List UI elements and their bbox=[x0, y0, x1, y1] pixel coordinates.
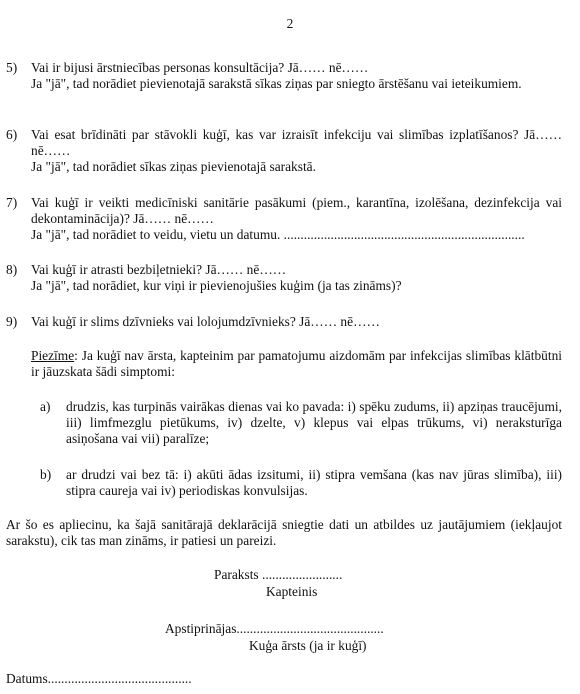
date-dots: ........................................... bbox=[47, 671, 192, 686]
note-text: : Ja kuģī nav ārsta, kapteinim par pamatojumu aizdomām par infekcijas slimības klātbūtni ir jāuzskata šādi simptomi: bbox=[31, 348, 562, 379]
question-number: 5) bbox=[6, 60, 18, 75]
signature-line bbox=[214, 567, 342, 583]
question-text: Vai kuģī ir atrasti bezbiļetnieki? Jā…… nē…… bbox=[31, 262, 287, 277]
question-text: Vai ir bijusi ārstniecības personas konsultācija? Jā…… nē…… bbox=[31, 60, 369, 75]
question-followup: Ja "jā", tad norādiet pievienotajā sarakstā sīkas ziņas par sniegto ārstēšanu vai ieteikumiem. bbox=[31, 76, 522, 91]
symptom-letter: a) bbox=[40, 399, 51, 414]
question-followup: Ja "jā", tad norādiet to veidu, vietu un datumu. ........................................................................ bbox=[31, 227, 525, 242]
note-paragraph bbox=[31, 348, 562, 380]
question-number: 6) bbox=[6, 127, 18, 142]
question-followup: Ja "jā", tad norādiet sīkas ziņas pievienotajā sarakstā. bbox=[31, 159, 316, 174]
approval-dots: s............................................ bbox=[231, 621, 384, 636]
signature-label: Paraksts bbox=[214, 567, 259, 582]
symptom-text: drudzis, kas turpinās vairākas dienas vai ko pavada: i) spēku zudums, ii) apziņas traucējumi, iii) limfmezglu pietūkums, iv) dzelte, v) klepus vai elpas trūkums, vi) neraksturīga asiņošana vai vii) paralīze; bbox=[66, 399, 562, 446]
question-5 bbox=[6, 60, 562, 92]
date-label: Datums bbox=[6, 671, 48, 686]
question-7 bbox=[6, 195, 562, 243]
symptom-item-a bbox=[40, 399, 562, 447]
date-line bbox=[6, 671, 192, 687]
approval-line bbox=[165, 621, 384, 637]
question-6 bbox=[6, 127, 562, 175]
note-label: Piezīme bbox=[31, 348, 75, 363]
symptom-letter: b) bbox=[40, 467, 52, 482]
question-9 bbox=[6, 314, 562, 330]
declaration-paragraph: Ar šo es apliecinu, ka šajā sanitārajā deklarācijā sniegtie dati un atbildes uz jautājumiem (iekļaujot sarakstu), cik tas man zināms, ir patiesi un pareizi. bbox=[6, 517, 562, 548]
question-text: Vai kuģī ir slims dzīvnieks vai lolojumdzīvnieks? Jā…… nē…… bbox=[31, 314, 380, 329]
signature-role: Kapteinis bbox=[266, 584, 318, 599]
approval-role: Kuģa ārsts (ja ir kuģī) bbox=[249, 638, 367, 653]
question-number: 7) bbox=[6, 195, 18, 210]
question-number: 8) bbox=[6, 262, 18, 277]
question-text: Vai kuģī ir veikti medicīniski sanitārie pasākumi (piem., karantīna, izolēšana, dezinfekcija vai dekontaminācija)? Jā…… nē…… bbox=[31, 195, 562, 226]
approval-label: Apstiprināja bbox=[165, 621, 232, 636]
symptom-item-b bbox=[40, 467, 562, 499]
page-number: 2 bbox=[286, 16, 294, 31]
question-followup: Ja "jā", tad norādiet, kur viņi ir pievienojušies kuģim (ja tas zināms)? bbox=[31, 278, 402, 293]
question-8 bbox=[6, 262, 562, 294]
question-text: Vai esat brīdināti par stāvokli kuģī, kas var izraisīt infekciju vai slimības izplatīšanos? Jā…… nē…… bbox=[31, 127, 562, 158]
symptom-text: ar drudzi vai bez tā: i) akūti ādas izsitumi, ii) stipra vemšana (kas nav jūras slimība), iii) stipra caureja vai iv) periodiskas konvulsijas. bbox=[66, 467, 562, 498]
signature-dots: ........................ bbox=[262, 567, 343, 582]
question-number: 9) bbox=[6, 314, 18, 329]
